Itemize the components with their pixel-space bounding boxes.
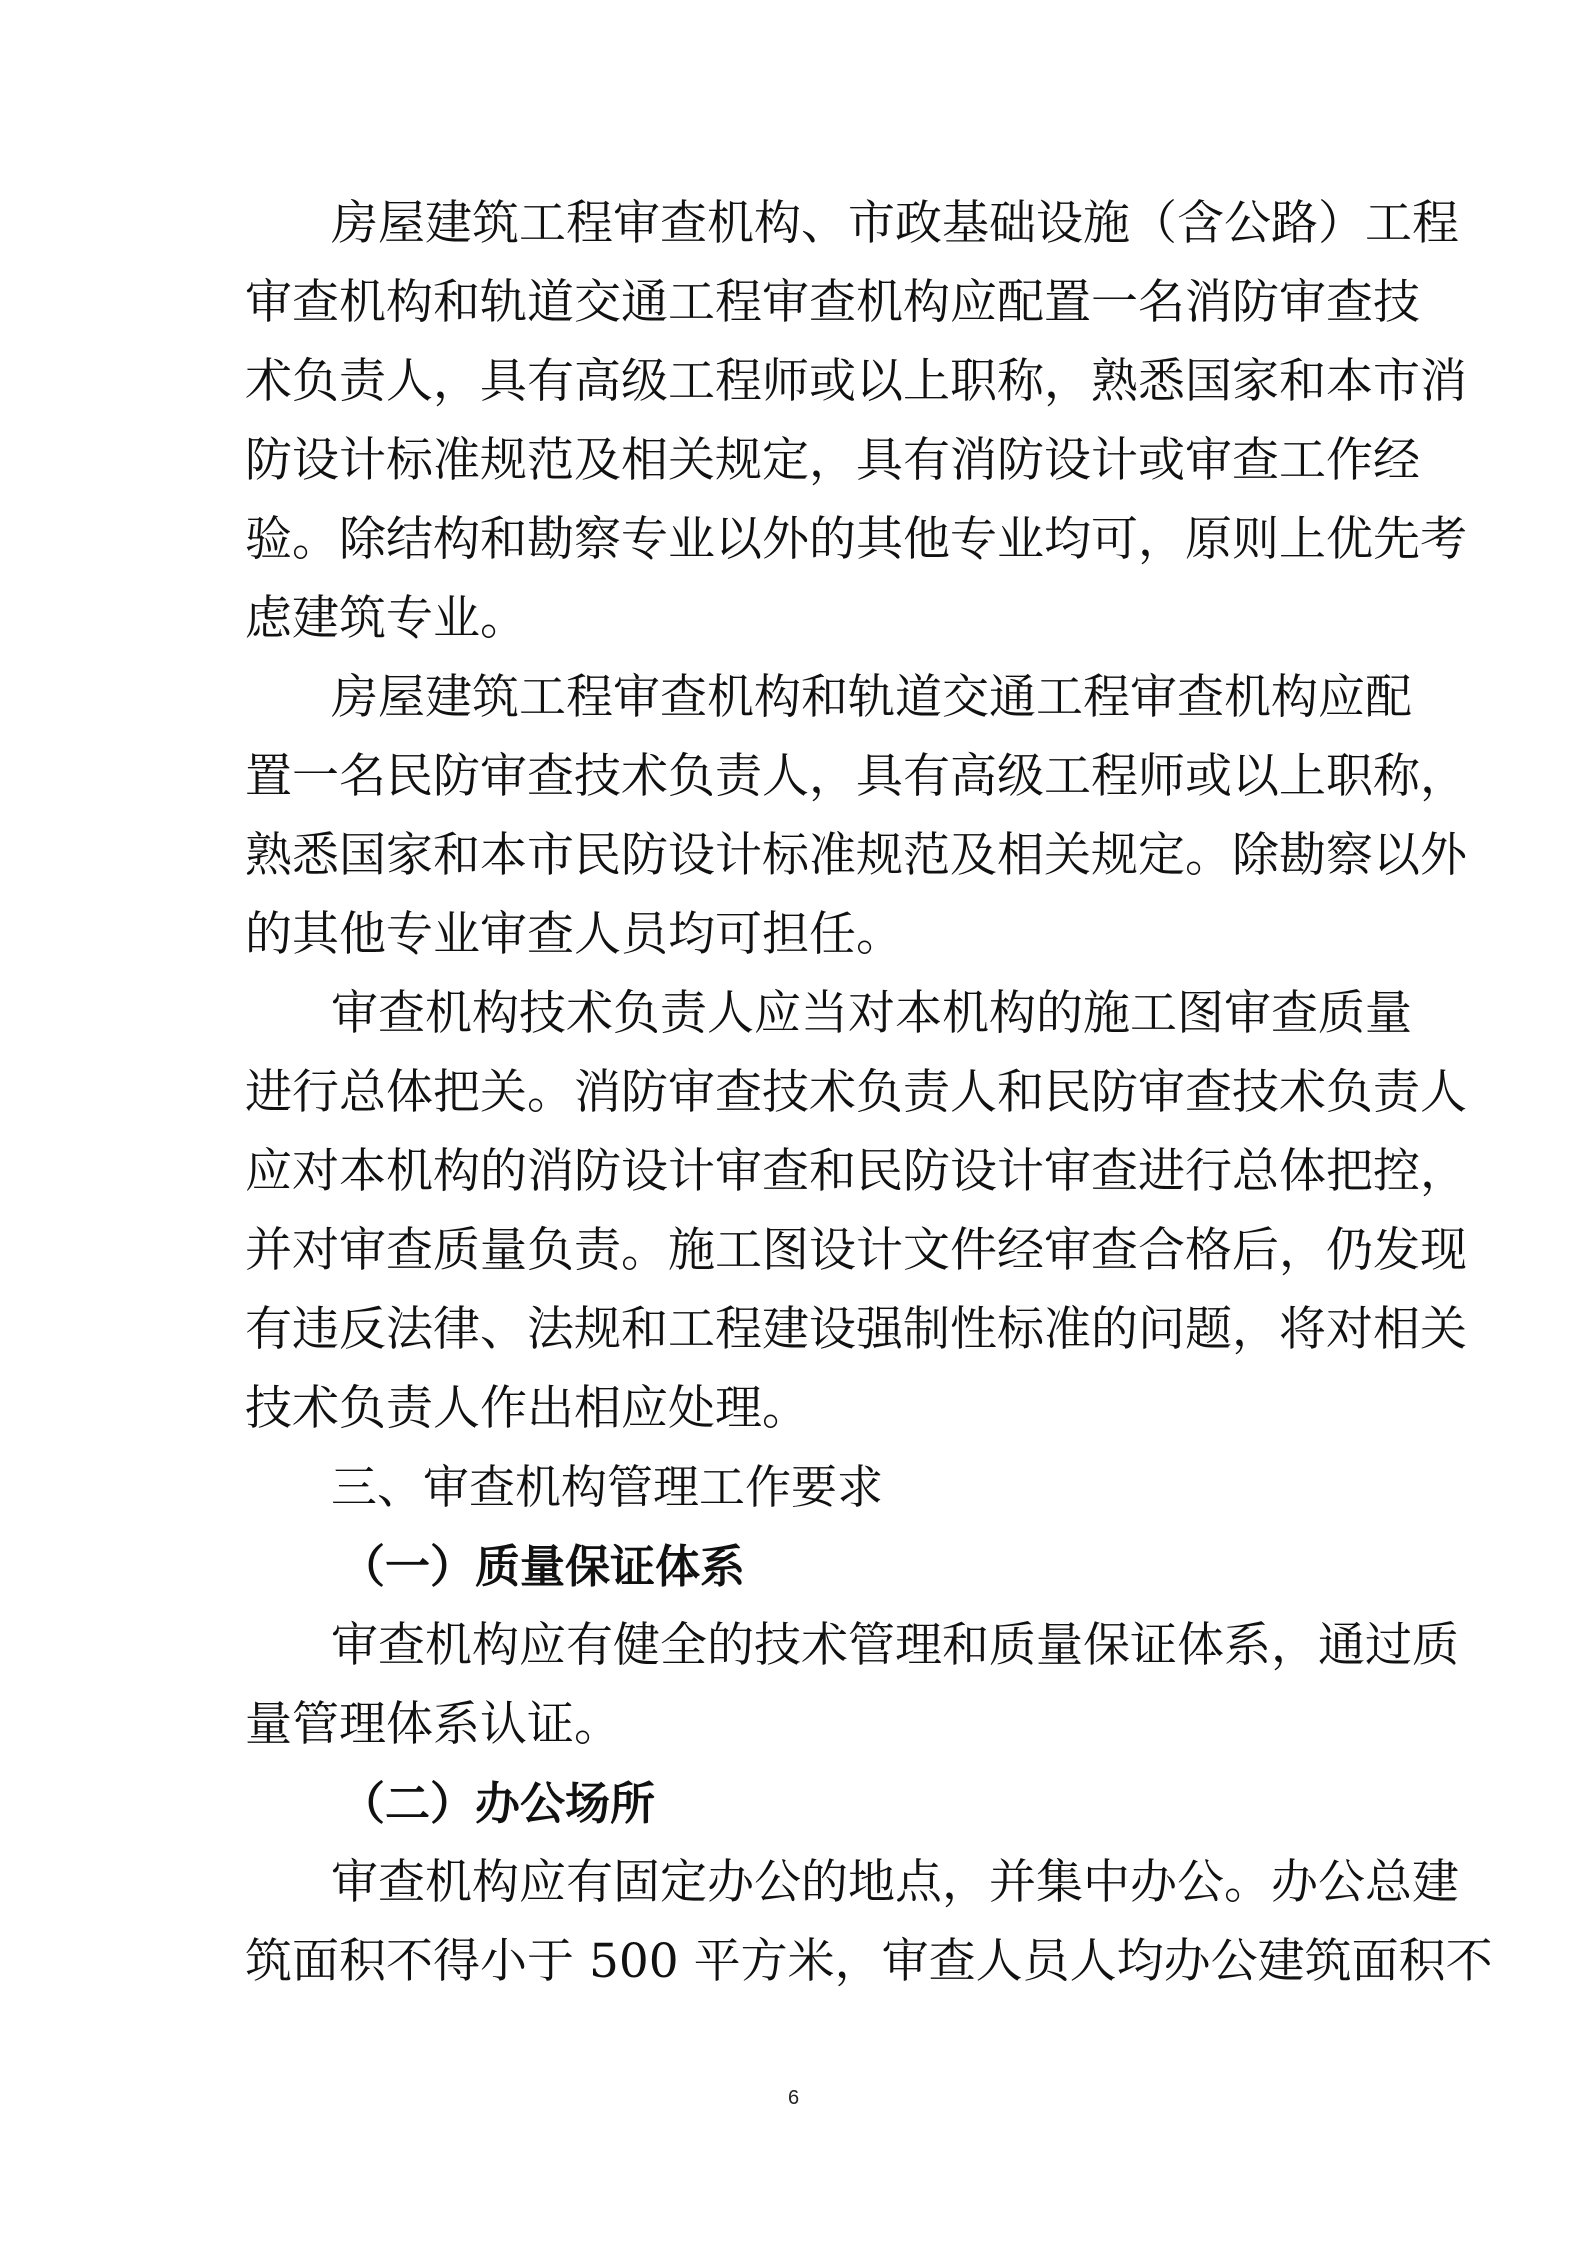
paragraph-line: 置一名民防审查技术负责人，具有高级工程师或以上职称， xyxy=(245,749,1467,804)
subsection-heading-office-premises: （二）办公场所 xyxy=(340,1777,656,1830)
paragraph-line: 房屋建筑工程审查机构、市政基础设施（含公路）工程 xyxy=(331,196,1459,251)
paragraph-line: 有违反法律、法规和工程建设强制性标准的问题，将对相关 xyxy=(245,1302,1467,1357)
paragraph-line: 审查机构应有固定办公的地点，并集中办公。办公总建 xyxy=(331,1855,1459,1910)
paragraph-line: 房屋建筑工程审查机构和轨道交通工程审查机构应配 xyxy=(331,670,1412,725)
paragraph-line: 审查机构应有健全的技术管理和质量保证体系，通过质 xyxy=(331,1618,1459,1673)
page-number: 6 xyxy=(787,2087,800,2109)
paragraph-technical-lead-duties xyxy=(245,974,1467,1448)
paragraph-line: 验。除结构和勘察专业以外的其他专业均可，原则上优先考 xyxy=(245,512,1467,567)
paragraph-line: 筑面积不得小于 500 平方米，审查人员人均办公建筑面积不 xyxy=(245,1934,1493,1989)
paragraph-line: 进行总体把关。消防审查技术负责人和民防审查技术负责人 xyxy=(245,1065,1467,1120)
paragraph-fire-review-lead xyxy=(245,184,1467,658)
paragraph-line: 应对本机构的消防设计审查和民防设计审查进行总体把控， xyxy=(245,1144,1467,1199)
document-body xyxy=(245,184,1493,2001)
paragraph-quality-assurance xyxy=(245,1606,1459,1764)
section-heading: 三、审查机构管理工作要求 xyxy=(331,1460,883,1514)
paragraph-line: 审查机构和轨道交通工程审查机构应配置一名消防审查技 xyxy=(245,275,1420,330)
paragraph-office-premises xyxy=(245,1843,1493,2001)
paragraph-civil-defense-review-lead xyxy=(245,658,1467,974)
subsection-heading-quality-assurance: （一）质量保证体系 xyxy=(340,1540,746,1593)
paragraph-line: 并对审查质量负责。施工图设计文件经审查合格后，仍发现 xyxy=(245,1223,1467,1278)
paragraph-line: 防设计标准规范及相关规定，具有消防设计或审查工作经 xyxy=(245,433,1420,488)
paragraph-line: 的其他专业审查人员均可担任。 xyxy=(245,907,903,962)
paragraph-line: 量管理体系认证。 xyxy=(245,1697,621,1752)
paragraph-line: 熟悉国家和本市民防设计标准规范及相关规定。除勘察以外 xyxy=(245,828,1467,883)
paragraph-line: 技术负责人作出相应处理。 xyxy=(245,1381,809,1436)
paragraph-line: 术负责人，具有高级工程师或以上职称，熟悉国家和本市消 xyxy=(245,354,1467,409)
paragraph-line: 审查机构技术负责人应当对本机构的施工图审查质量 xyxy=(331,986,1412,1041)
paragraph-line: 虑建筑专业。 xyxy=(245,591,527,646)
